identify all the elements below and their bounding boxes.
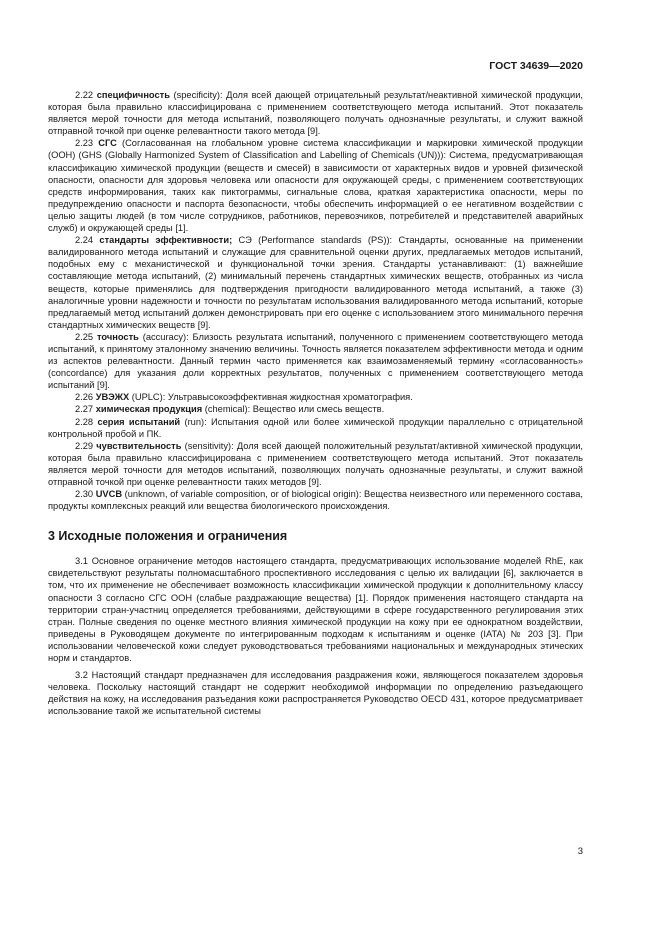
term-definition: (UPLC): Ультравысокоэффективная жидкостная хроматография. [129,392,413,403]
term-number: 2.30 [75,489,96,500]
term-name: химическая продукция [95,404,203,415]
document-code: ГОСТ 34639—2020 [489,60,583,72]
page-number: 3 [577,846,583,857]
term-number: 2.24 [75,235,100,246]
term-paragraph [48,416,583,440]
term-name: УВЭЖХ [95,392,130,403]
term-name: чувствительность [96,440,182,451]
term-name: СГС [98,138,117,149]
term-definitions [48,89,583,512]
term-definition: (accuracy): Близость результата испытаний, полученного с применением соответствующего метода испытаний, к принятому эталонному значению величины. Точность является показателем эффективности метода и одним из аспектов релевантности. Данный термин часто применяется как взаимозаменяемый термину «согласованность» (concordance) для указания доли корректных результатов, полученных с применением соответствующего метода испытаний [9]. [48,331,583,391]
term-paragraph [48,391,583,403]
term-definition: (run): Испытания одной или более химической продукции параллельно с отрицательной контрольной пробой и ПК. [48,416,583,439]
term-paragraph [48,137,583,234]
term-paragraph [48,403,583,415]
term-paragraph [48,331,583,391]
term-paragraph [48,234,583,331]
paragraph-3-1: 3.1 Основное ограничение методов настоящего стандарта, предусматривающих использование моделей RhE, как свидетельствуют результаты полномасштабного проспективного исследования с целью их валидации [6], заключается в том, что их применение не обеспечивает возможность классификации химической продукции к дополнительному классу опасности 3 согласно СГС ООН (слабые раздражающие вещества) [1]. Порядок применения настоящего стандарта на территории стран-участниц определяется требованиями, действующими в сфере государственного регулирования этих стран. Полные сведения по оценке местного влияния химической продукции на кожу при ее однократном воздействии, приведены в Руководящем документе по интегрированным подходам к испытаниям и оценке (IATA) № 203 [3]. При использовании человеческой кожи следует руководствоваться требованиями национальных и международных этических норм и стандартов. [48,556,583,664]
term-name: серия испытаний [97,416,181,427]
term-name: UVCB [95,489,123,500]
term-name: точность [96,331,139,342]
document-body [48,89,583,718]
term-number: 2.26 [75,392,96,403]
term-number: 2.25 [75,331,97,342]
term-paragraph [48,488,583,512]
term-definition: (Согласованная на глобальном уровне система классификации и маркировки химической продукции (ООН) (GHS (Globally Harmonized System of Classification and Labelling of Chemicals (UN))): Система, предусматривающая классификацию химической продукции (веществ и смесей) в зависимости от характерных видов и уровней физической опасности, опасности для здоровья человека или опасности для окружающей среды, с применением соответствующих средств информирования, таких как пиктограммы, сигнальные слова, краткая характеристика опасности, меры по предупреждению опасности и паспорта безопасности, чтобы обеспечить информацией о ее негативном воздействии с целью защиты людей (в том числе сотрудников, работников, перевозчиков, потребителей и представителей аварийных служб) и окружающей среды [1]. [48,138,584,234]
term-definition: СЭ (Performance standards (PS)): Стандарты, основанные на применении валидированного метода испытаний и служащие для сравнительной оценки других, предлагаемых методов испытаний, подобных ему с механистической и функциональной точки зрения. Стандарты устанавливают: (1) важнейшие составляющие метода испытаний, (2) минимальный перечень стандартных химических веществ, отобранных из числа веществ, которые применялись для подтверждения пригодности валидированного метода испытаний, а также (3) аналогичные уровни надежности и точности по результатам использования валидированного метода испытаний, которые предлагаемый метод испытаний должен демонстрировать при его оценке с использованием этого минимального перечня стандартных химических веществ [9]. [48,235,583,330]
term-number: 2.23 [75,138,99,149]
term-number: 2.27 [75,404,96,415]
section-heading: 3 Исходные положения и ограничения [48,529,288,544]
term-definition: (specificity): Доля всей дающей отрицательный результат/неактивной химической продукции, которая была правильно классифицирована с применением соответствующего метода испытаний. Этот показатель является мерой точности для метода испытаний, позволяющего получать однозначные результаты, и служит важной отправной точкой при оценке релевантности такого метода [9]. [48,90,583,137]
term-number: 2.29 [75,440,97,451]
term-definition: (chemical): Вещество или смесь веществ. [202,404,385,415]
term-definition: (sensitivity): Доля всей дающей положительный результат/активной химической продукции, которая была правильно классифицирована с применением соответствующего метода испытаний. Этот показатель является мерой точности для методов испытаний, позволяющих получать однозначные результаты, и служит важной отправной точкой при оценке релевантности таких методов [9]. [48,440,583,487]
term-number: 2.22 [75,90,97,100]
term-name: специфичность [96,90,170,100]
term-definition: (unknown, of variable composition, or of biological origin): Вещества неизвестного или переменного состава, продукты комплексных реакций или вещества биологического происхождения. [48,489,583,512]
paragraph-3-2: 3.2 Настоящий стандарт предназначен для исследования раздражения кожи, являющегося показателем здоровья человека. Поскольку настоящий стандарт не содержит необходимой информации по определению разъедающего действия на кожу, на исследования разъедания кожи распространяется Руководство OECD 431, которое предусматривает использование такой же испытательной системы [48,670,583,717]
term-number: 2.28 [75,416,98,427]
term-name: стандарты эффективности; [99,235,233,246]
term-paragraph [48,440,583,488]
term-paragraph [48,89,583,137]
